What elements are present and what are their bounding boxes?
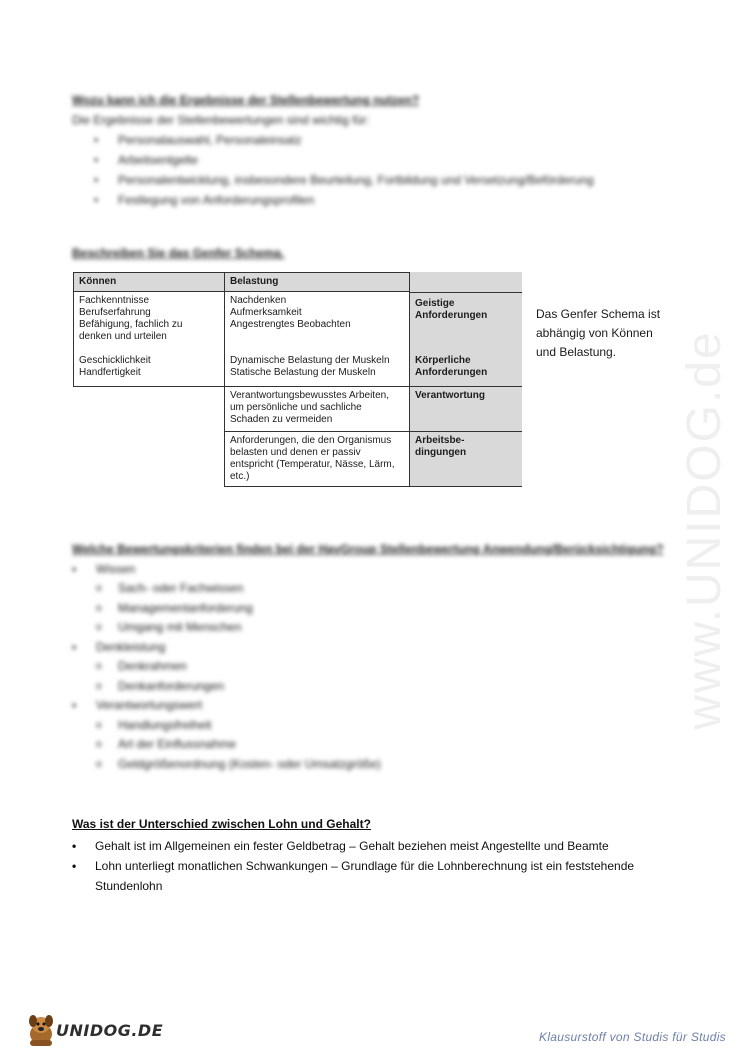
dog-icon [24, 1012, 58, 1048]
table-row-label-koerperlich: Körperliche Anforderungen [410, 352, 522, 386]
table-header-empty [410, 272, 522, 292]
list-item: • Arbeitsentgelte [118, 150, 712, 170]
list-item: ▪ Verantwortungswert [72, 696, 712, 716]
table-cell-belastung-verantwortung: Verantwortungsbewusstes Arbeiten, um persönliche und sachliche Schaden zu vermeiden [224, 386, 410, 431]
list-item: • Personalauswahl, Personaleinsatz [118, 130, 712, 150]
list-subitem: o Umgang mit Menschen [72, 618, 712, 638]
criteria-list [72, 560, 712, 775]
section-haygroup-kriterien [72, 540, 712, 774]
list-item: ▪ Wissen [72, 560, 712, 580]
list-subitem: o Managementanforderung [72, 599, 712, 619]
table-row-label-geistig: Geistige Anforderungen [410, 292, 522, 352]
table-header-koennen: Können [73, 272, 224, 292]
document-page: www.UNIDOG.de Wozu kann ich die Ergebnisse der Stellenbewertung nutzen? Die Ergebnisse der Stellenbewertungen sind wichtig für: • Personalauswahl, Personaleinsatz • Arbeitsentgelte • Personalentwicklung, insbesondere Beurteilung, Fortbildung und Versetzung/Beförderung • Festlegung von Anforderungsprofilen Beschreiben Sie das Genfer Schema. Können Belastung Fachkenntnisse Berufserfahrung Befähigung, fachlich zu denken und urteilen Nachdenken Aufmerksamkeit Angestrengtes Beobachten Geistige Anforderungen Geschicklichkeit Handfertigkeit Dynamische Belastung der Muskeln Statische Belastung der Muskeln Körperliche Anforderungen Verantwortungsbewusstes Arbeiten, um persönliche und sachliche Schaden zu vermeiden Verantwortung Anforderungen, die den Organismus belasten und denen er passiv entspricht (Temperatur, Nässe, Lärm, etc.) Arbeitsbe- dingungen Das Genfer Schema ist abhängig von Können und Belastung. Welche Bewertungskriterien finden bei der HayGroup Stellenbewertung Anwendung/Berücksichtigung? ▪ Wissen o Sach- oder Fachwissen o Managementanforderung o Umgang mit Menschen ▪ Denkleistung o Denkrahmen o Denkanforderungen ▪ Verantwortungswert o Handlungsfreiheit o Art der Einflussnahme o Geldgrößenordnung (Kosten- oder Umsatzgröße) Was ist der Unterschied zwischen Lohn und Gehalt? • Gehalt ist im Allgemeinen ein fester Geldbetrag – Gehalt beziehen meist Angestellte und Beamte • Lohn unterliegt monatlichen Schwankungen – Grundlage für die Lohnberechnung ist ein feststehende Stundenlohn UNIDOG.DE Klausurstoff von Studis für Studis [0, 0, 750, 1059]
logo-text: UNIDOG.DE [56, 1021, 164, 1040]
list-subitem: o Sach- oder Fachwissen [72, 579, 712, 599]
table-header-belastung: Belastung [224, 272, 410, 292]
list-subitem: o Handlungsfreiheit [72, 716, 712, 736]
section-stellenbewertung-nutzen [72, 90, 712, 210]
table-row-label-verantwortung: Verantwortung [410, 386, 522, 431]
list-subitem: o Denkanforderungen [72, 677, 712, 697]
list-item: • Gehalt ist im Allgemeinen ein fester Geldbetrag – Gehalt beziehen meist Angestellte und Beamte [72, 836, 692, 856]
list-item: • Lohn unterliegt monatlichen Schwankungen – Grundlage für die Lohnberechnung ist ein feststehende Stundenlohn [72, 856, 692, 896]
footer-tagline: Klausurstoff von Studis für Studis [539, 1030, 726, 1044]
table-row-label-arbeitsbedingungen: Arbeitsbe- dingungen [410, 431, 522, 487]
table-cell-koennen-geistig: Fachkenntnisse Berufserfahrung Befähigung, fachlich zu denken und urteilen [73, 292, 224, 386]
section-heading: Welche Bewertungskriterien finden bei der HayGroup Stellenbewertung Anwendung/Berücksichtigung? [72, 542, 664, 556]
list-item: • Personalentwicklung, insbesondere Beurteilung, Fortbildung und Versetzung/Beförderung [118, 170, 712, 190]
table-divider [73, 386, 224, 387]
table-cell-belastung-arbeitsbedingungen: Anforderungen, die den Organismus belasten und denen er passiv entspricht (Temperatur, Nässe, Lärm, etc.) [224, 431, 410, 487]
section-heading: Was ist der Unterschied zwischen Lohn und Gehalt? [72, 817, 371, 831]
table-cell-belastung-geistig: Nachdenken Aufmerksamkeit Angestrengtes Beobachten [224, 292, 410, 352]
genfer-side-note: Das Genfer Schema ist abhängig von Können und Belastung. [536, 307, 661, 359]
table-cell-koennen-koerperlich: Geschicklichkeit Handfertigkeit [73, 352, 224, 386]
genfer-schema-table [73, 272, 522, 487]
bullet-list [72, 836, 692, 896]
list-item: ▪ Denkleistung [72, 638, 712, 658]
list-subitem: o Geldgrößenordnung (Kosten- oder Umsatzgröße) [72, 755, 712, 775]
table-cell-belastung-koerperlich: Dynamische Belastung der Muskeln Statische Belastung der Muskeln [224, 352, 410, 386]
bullet-list [72, 130, 712, 210]
list-item: • Festlegung von Anforderungsprofilen [118, 190, 712, 210]
section-lohn-gehalt [72, 814, 692, 896]
list-subitem: o Art der Einflussnahme [72, 735, 712, 755]
section-intro: Die Ergebnisse der Stellenbewertungen sind wichtig für: [72, 113, 370, 127]
unidog-logo [24, 1012, 164, 1048]
section-heading: Wozu kann ich die Ergebnisse der Stellenbewertung nutzen? [72, 93, 420, 107]
section-heading-genfer: Beschreiben Sie das Genfer Schema. [72, 246, 285, 260]
list-subitem: o Denkrahmen [72, 657, 712, 677]
